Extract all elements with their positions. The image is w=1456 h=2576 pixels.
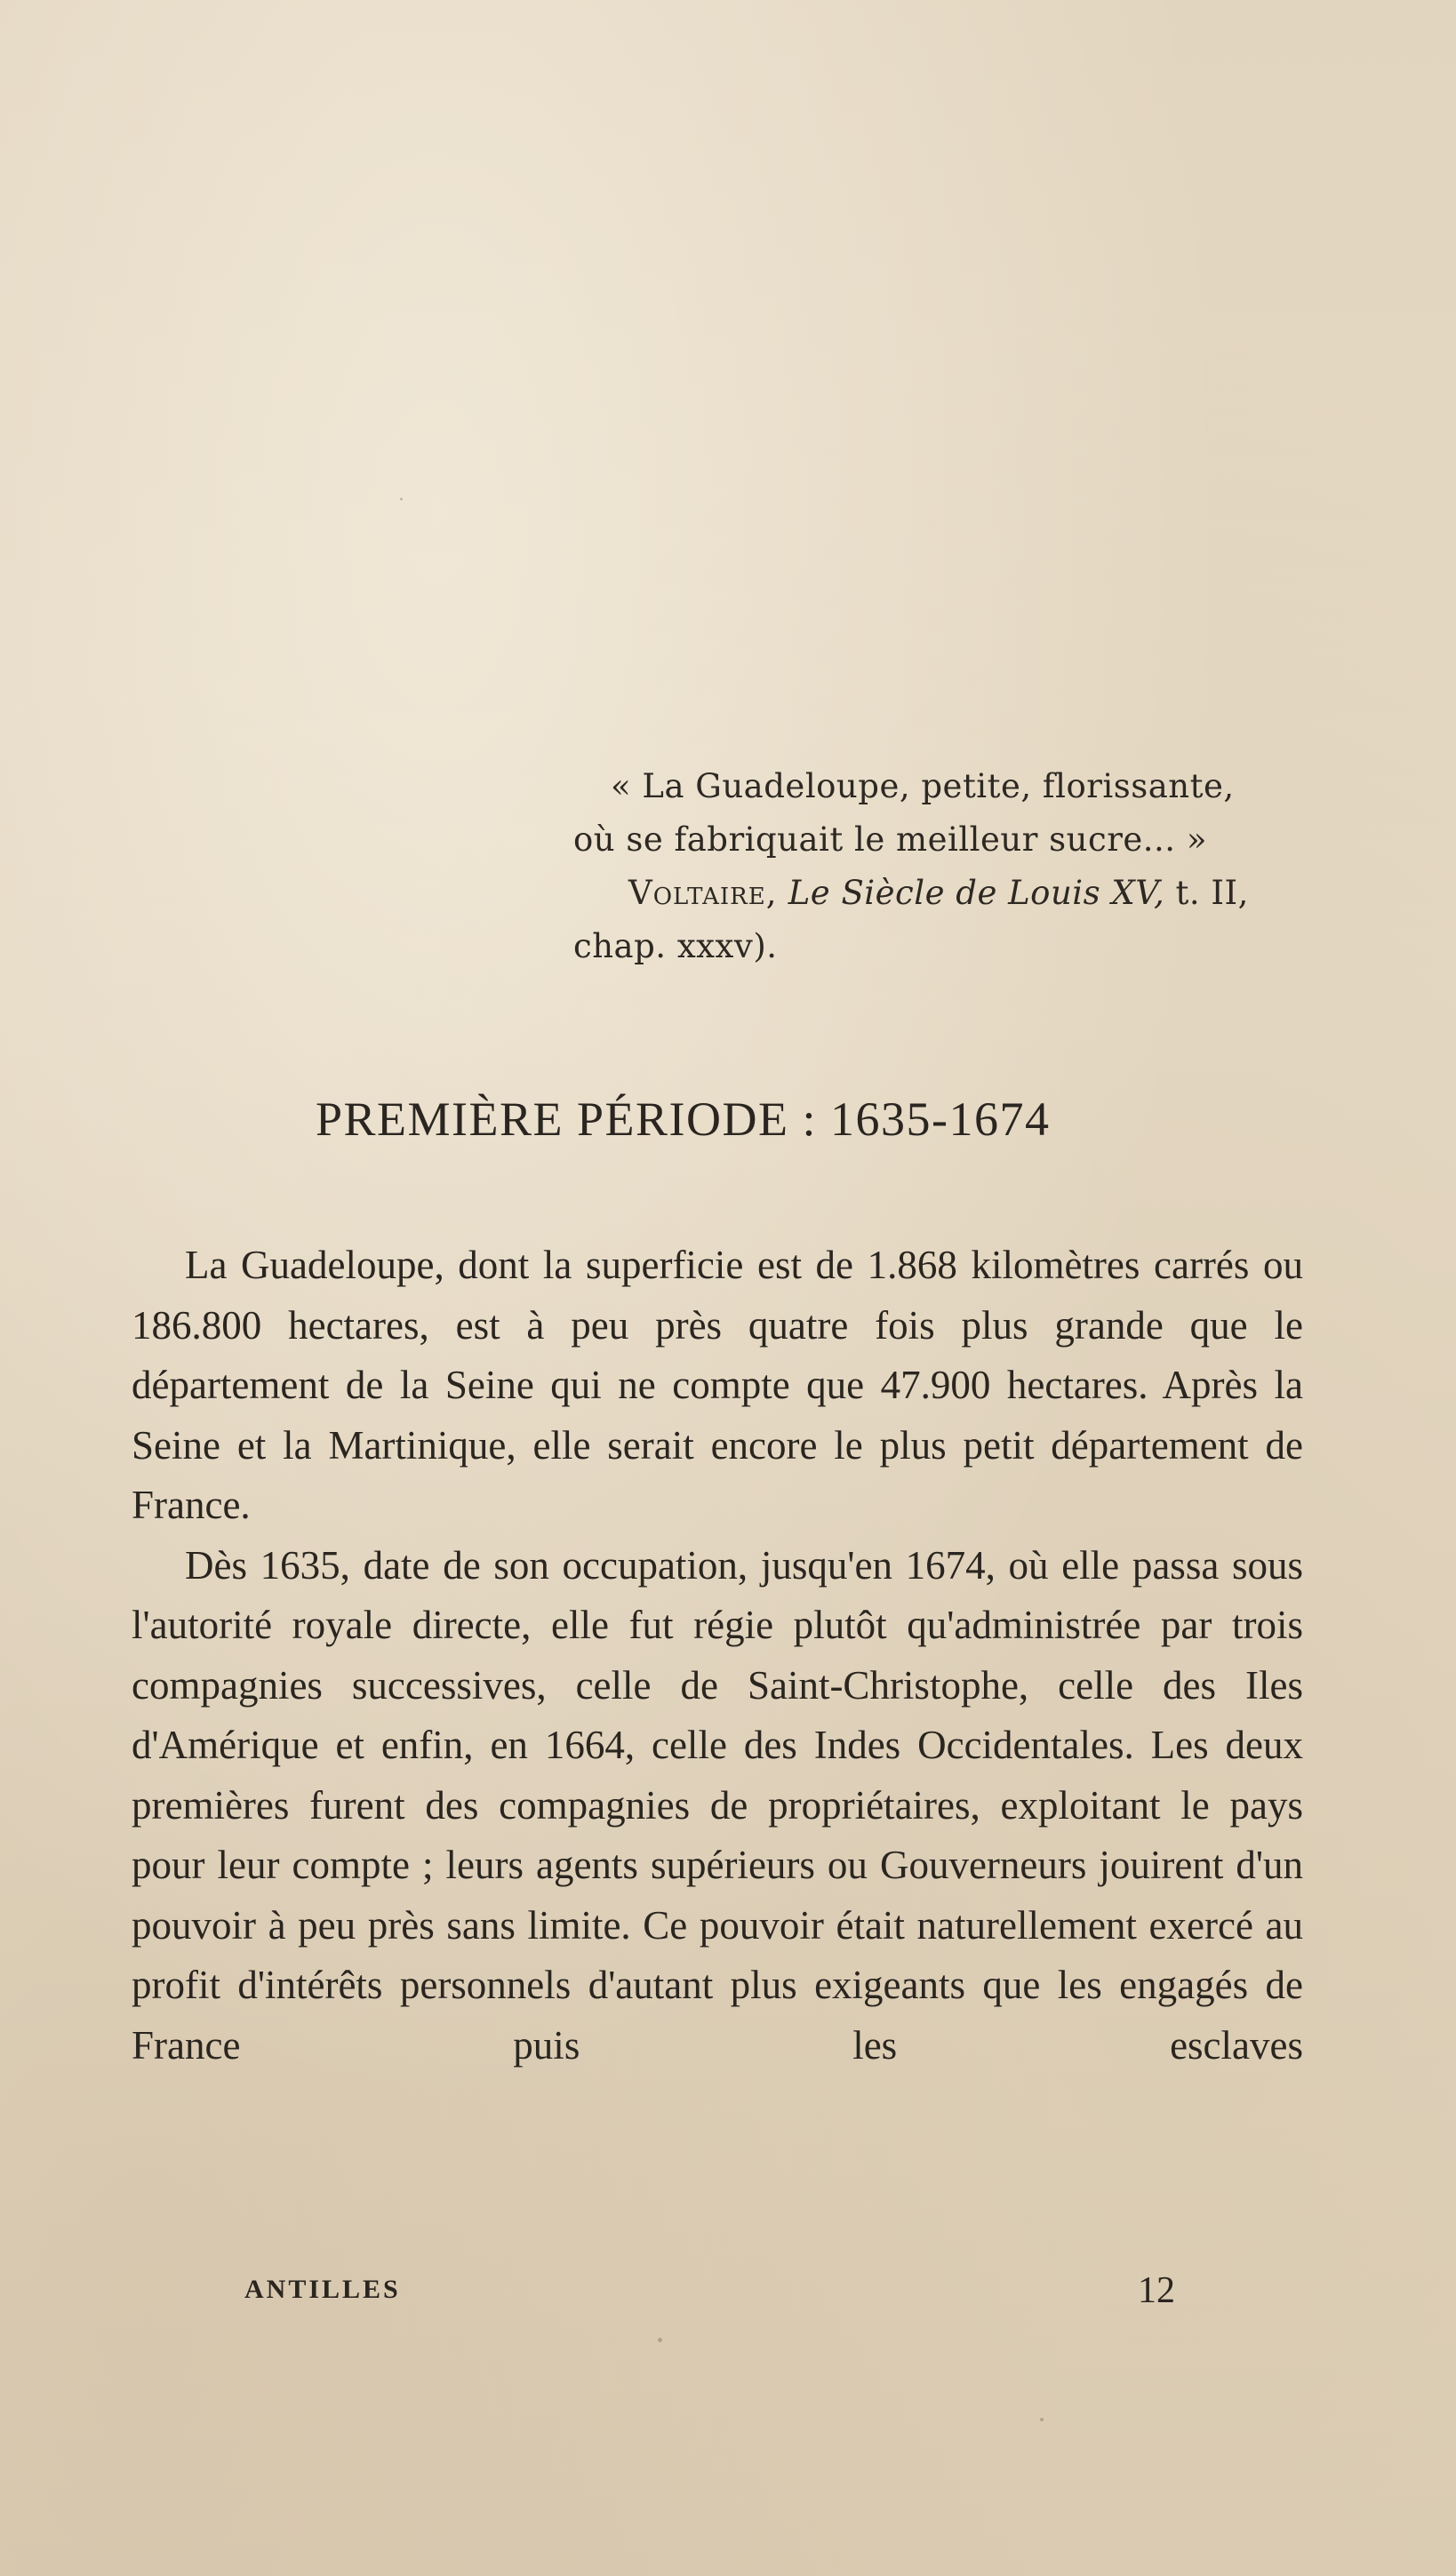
epigraph-quote-line-2: où se fabriquait le meilleur sucre... » bbox=[573, 820, 1207, 859]
epigraph bbox=[573, 760, 1307, 973]
signature-mark: ANTILLES bbox=[244, 2275, 401, 2304]
epigraph-attribution bbox=[573, 867, 1307, 920]
section-heading: PREMIÈRE PÉRIODE : 1635-1674 bbox=[316, 1092, 1051, 1146]
body-text bbox=[132, 1236, 1303, 2076]
epigraph-volume: t. II, bbox=[1175, 874, 1249, 912]
page-number: 12 bbox=[1138, 2270, 1175, 2311]
paper-speck bbox=[658, 2338, 662, 2342]
epigraph-chapter: chap. xxxv). bbox=[573, 927, 778, 965]
paragraph: La Guadeloupe, dont la superficie est de 1.868 kilomètres carrés ou 186.800 hectares, est à peu près quatre fois plus grande que le département de la Seine qui ne compte que 47.900 hectares. Après la Seine et la Martinique, elle serait encore le plus petit département de France. bbox=[132, 1243, 1303, 1527]
epigraph-quote-line-1: « La Guadeloupe, petite, florissante, bbox=[611, 767, 1235, 805]
paper-speck bbox=[400, 498, 403, 500]
epigraph-work-title: Le Siècle de Louis XV, bbox=[788, 874, 1165, 912]
paragraph: Dès 1635, date de son occupation, jusqu'en 1674, où elle passa sous l'autorité royale directe, elle fut régie plutôt qu'administrée par trois compagnies successives, celle de Saint-Christophe, celle des Iles d'Amérique et enfin, en 1664, celle des Indes Occidentales. Les deux premières furent des compagnies de propriétaires, exploitant le pays pour leur compte ; leurs agents supérieurs ou Gouverneurs jouirent d'un pouvoir à peu près sans limite. Ce pouvoir était naturellement exercé au profit d'intérêts personnels d'autant plus exigeants que les engagés de France puis les esclaves bbox=[132, 1542, 1303, 2068]
paper-speck bbox=[1040, 2418, 1044, 2421]
epigraph-author: Voltaire, bbox=[628, 874, 778, 912]
